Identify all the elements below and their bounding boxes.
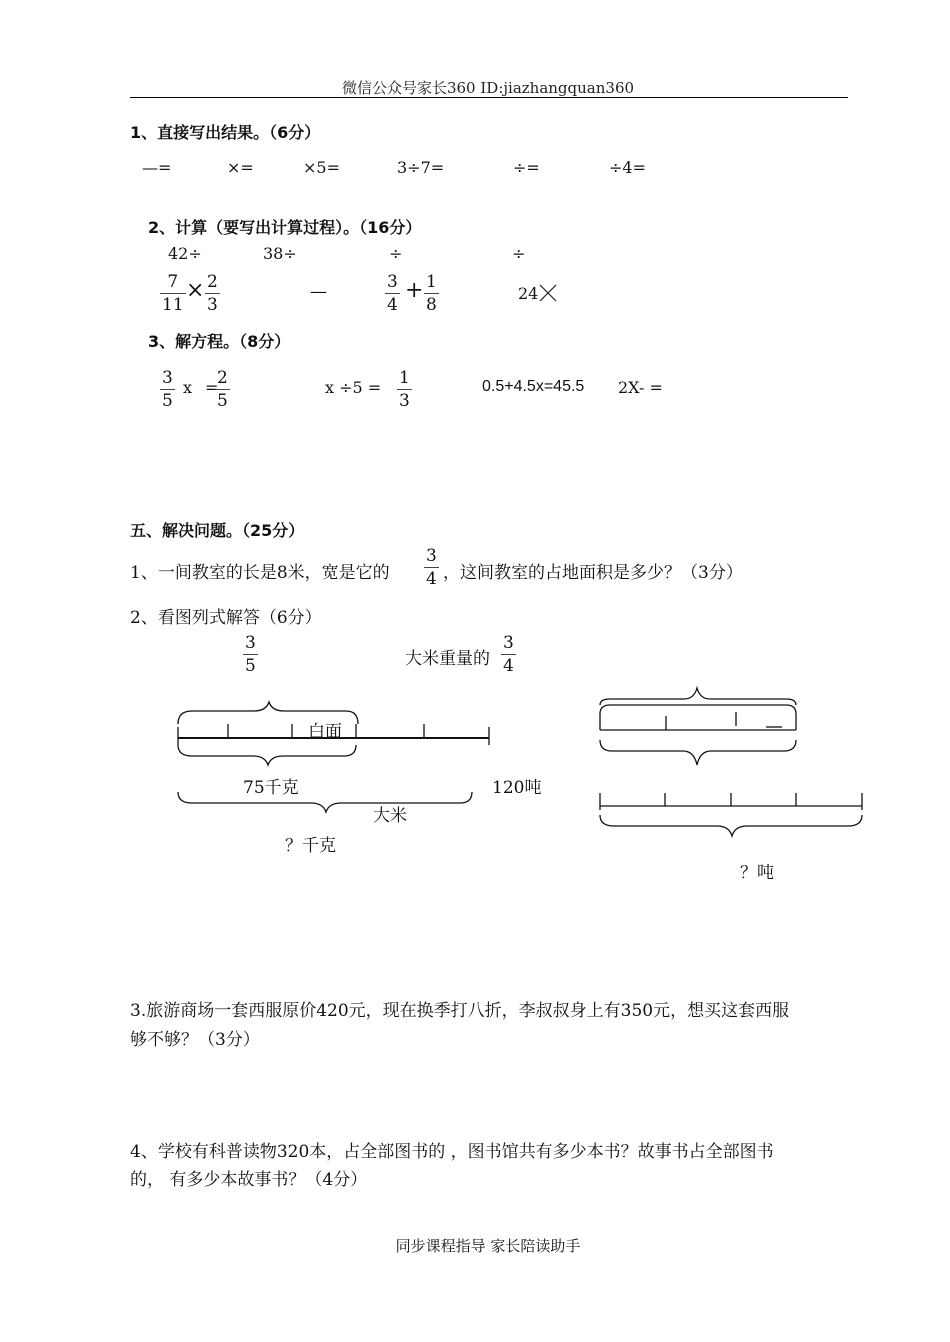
s3-eq4: 2X- =: [618, 378, 663, 397]
s2-expr2-op: —: [310, 282, 327, 302]
diagram-right-question: ？吨: [740, 863, 774, 883]
diagram-left-frac: 3 5: [245, 633, 256, 676]
diagram-right-bottom-brace: [600, 815, 862, 836]
header-rule: [130, 97, 848, 98]
diagram-left-rice-label: 大米: [373, 806, 407, 826]
s3-eq1-x: x: [183, 378, 193, 397]
s1-item-1: —=: [142, 158, 172, 177]
s1-item-6: ÷4=: [609, 158, 646, 177]
problem1-frac: 3 4: [426, 546, 437, 589]
diagram-left-question: ？千克: [285, 836, 336, 856]
s3-eq3: 0.5+4.5x=45.5: [482, 378, 585, 395]
s2-expr4-text: 24: [518, 284, 539, 303]
s2-row1-c: ÷: [389, 244, 403, 263]
diagram-right-lower-segment: [600, 793, 862, 810]
page-footer: 同步课程指导 家长陪读助手: [395, 1237, 581, 1255]
s2-expr1-op: ×: [186, 278, 205, 303]
s2-expr1-frac-b: 2 3: [207, 272, 218, 315]
s2-expr3-frac-a: 3 4: [387, 272, 398, 315]
section5-title: [130, 518, 304, 541]
s1-item-2: ×=: [227, 158, 254, 177]
problem3-line2: 够不够？（3分）: [130, 1030, 260, 1050]
s2-row1-b: 38÷: [263, 244, 297, 263]
diagram-right-caption: 大米重量的: [405, 649, 490, 669]
s2-expr3-op: +: [405, 278, 424, 303]
s1-item-4: 3÷7=: [397, 158, 445, 177]
s3-eq2-frac: 1 3: [399, 368, 410, 411]
s1-item-3: ×5=: [303, 158, 340, 177]
diagram-left-bottom-brace: [178, 792, 472, 812]
s3-eq1-frac-a: 3 5: [162, 368, 173, 411]
diagram-right-frac: 3 4: [503, 633, 514, 676]
s3-eq1-frac-b: 2 5: [217, 368, 228, 411]
problem1-after: ，这间教室的占地面积是多少？（3分）: [443, 563, 743, 583]
s3-eq2-lhs: x ÷5 =: [325, 378, 382, 397]
s1-item-5: ÷=: [513, 158, 540, 177]
s3-eq1-eq: =: [205, 378, 219, 397]
s2-expr3-frac-b: 1 8: [426, 272, 437, 315]
section5-title-suffix: 。（25分）: [226, 521, 305, 540]
section1-title: 1、直接写出结果。（6分）: [130, 123, 321, 142]
problem3-line1: 3.旅游商场一套西服原价420元，现在换季打八折，李叔叔身上有350元，想买这套西服: [130, 1001, 790, 1021]
diagram-left-mid-brace: [178, 745, 356, 765]
section2-title: 2、计算（要写出计算过程）。（16分）: [148, 218, 422, 237]
problem4-line1: 4、学校有科普读物320本，占全部图书的 ，图书馆共有多少本书？故事书占全部图书: [130, 1142, 774, 1162]
diagram-left-white-label: 白面: [308, 722, 342, 742]
diagram-right-120-label: 120吨: [492, 778, 542, 798]
page-header: 微信公众号家长360 ID:jiazhangquan360: [341, 79, 635, 97]
diagram-right-mid-brace: [600, 740, 796, 765]
s2-row1-a: 42÷: [168, 244, 202, 263]
diagram-left-75-label: 75千克: [243, 778, 299, 798]
diagram-right-top-brace: [600, 688, 796, 705]
problem1-before: 1、一间教室的长是8米，宽是它的: [130, 563, 390, 583]
section3-title: 3、解方程。（8分）: [148, 332, 291, 351]
problem2-text: 2、看图列式解答（6分）: [130, 608, 322, 628]
s2-row1-d: ÷: [512, 244, 526, 263]
diagram-right-upper-segment: [600, 705, 796, 730]
problem4-line2: 的， 有多少本故事书？（4分）: [130, 1170, 368, 1190]
s2-expr1-frac-a: 7 11: [162, 272, 184, 315]
section5-title-main: 五、解决问题: [130, 521, 227, 540]
